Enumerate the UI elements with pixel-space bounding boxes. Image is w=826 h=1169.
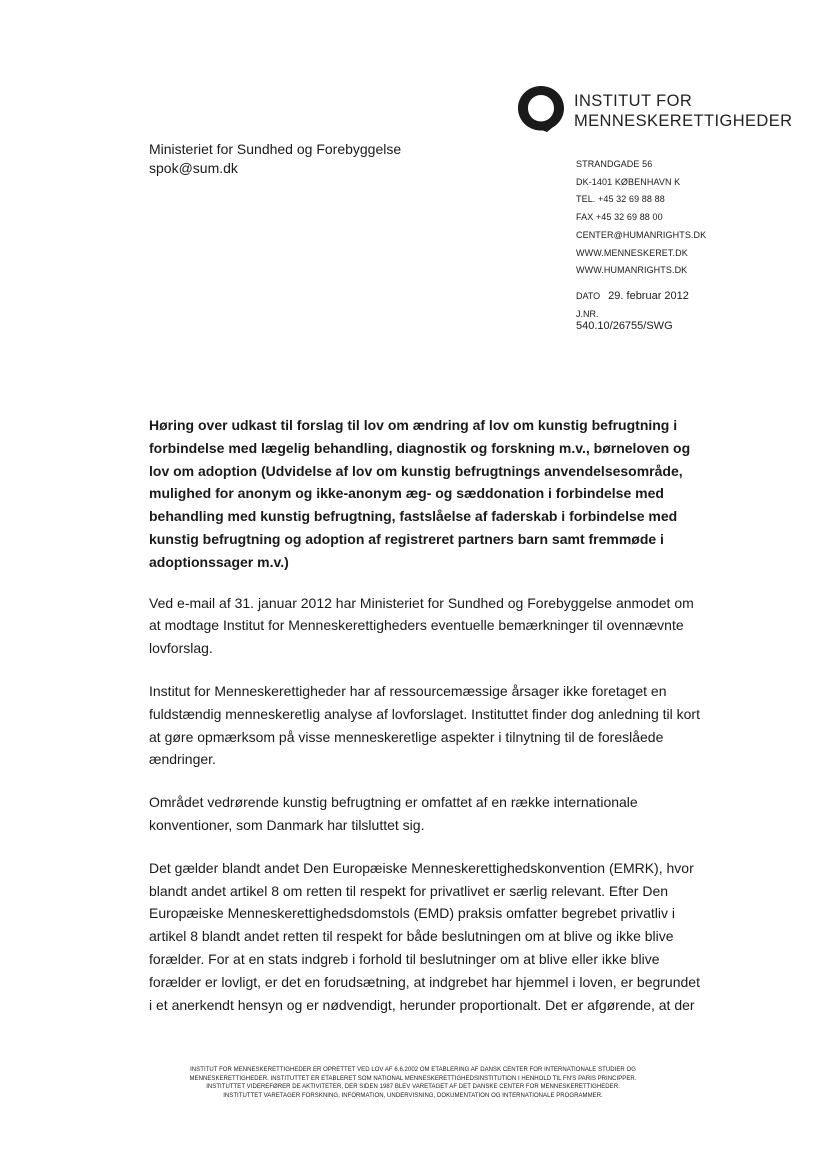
recipient-email[interactable]: spok@sum.dk bbox=[149, 160, 238, 176]
contact-email[interactable]: CENTER@HUMANRIGHTS.DK bbox=[576, 229, 707, 240]
paragraph-line: artikel 8 blandt andet retten til respekt for både beslutningen om at blive og ikke blive bbox=[149, 928, 674, 945]
date-row bbox=[576, 288, 689, 304]
date-value: 29. februar 2012 bbox=[608, 290, 689, 302]
subject-heading bbox=[149, 414, 691, 574]
contact-city: DK-1401 KØBENHAVN K bbox=[576, 176, 681, 187]
subject-line: mulighed for anonym og ikke-anonym æg- og sæddonation i forbindelse med bbox=[149, 485, 664, 502]
logo-text bbox=[574, 91, 792, 131]
paragraph-line: ændringer. bbox=[149, 751, 216, 768]
subject-line: adoptionssager m.v.) bbox=[149, 553, 289, 570]
paragraph-line: at gøre opmærksom på visse menneskeretlige aspekter i tilnytning til de foreslåede bbox=[149, 728, 664, 745]
paragraph-line: i et anerkendt hensyn og er nødvendigt, herunder proportionalt. Det er afgørende, at der bbox=[149, 996, 695, 1013]
paragraph-line: forælder. For at en stats indgreb i forhold til beslutninger om at blive eller ikke blive bbox=[149, 950, 660, 967]
paragraph-line: Det gælder blandt andet Den Europæiske Menneskerettighedskonvention (EMRK), hvor bbox=[149, 859, 694, 876]
recipient-block bbox=[149, 140, 401, 178]
paragraph-line: fuldstændig menneskeretlig analyse af lovforslaget. Instituttet finder dog anledning til kort bbox=[149, 705, 700, 722]
contact-block bbox=[576, 156, 706, 280]
institute-logo bbox=[516, 84, 792, 134]
letter-body bbox=[149, 414, 700, 1036]
paragraph-line: blandt andet artikel 8 om retten til respekt for privatlivet er særlig relevant. Efter Den bbox=[149, 882, 669, 899]
contact-website-intl[interactable]: WWW.HUMANRIGHTS.DK bbox=[576, 265, 688, 276]
subject-line: Høring over udkast til forslag til lov om ændring af lov om kunstig befrugtning i bbox=[149, 417, 678, 433]
paragraph-3 bbox=[149, 791, 679, 837]
paragraph-2 bbox=[149, 680, 700, 771]
subject-line: kunstig befrugtning og adoption af registreret partners barn samt fremmøde i bbox=[149, 530, 664, 547]
recipient-name: Ministeriet for Sundhed og Forebyggelse bbox=[149, 141, 402, 157]
paragraph-line: lovforslag. bbox=[149, 640, 213, 657]
page-footer bbox=[150, 1066, 676, 1100]
paragraph-line: Ved e-mail af 31. januar 2012 har Ministeriet for Sundhed og Forebyggelse anmodet om bbox=[149, 594, 694, 611]
contact-phone: TEL. +45 32 69 88 88 bbox=[576, 194, 665, 205]
journal-number-value: 540.10/26755/SWG bbox=[576, 320, 673, 332]
logo-line-1: INSTITUT FOR bbox=[574, 92, 693, 110]
footer-line: INSTITUTTET VIDEREFØRER DE AKTIVITETER, DER SIDEN 1987 BLEV VARETAGET AF DET DANSKE CENTER FOR MENNESKERETTIGHEDER. bbox=[206, 1084, 620, 1090]
paragraph-line: Området vedrørende kunstig befrugtning er omfattet af en række internationale bbox=[149, 794, 638, 811]
ring-logo-icon bbox=[516, 84, 566, 134]
subject-line: lov om adoption (Udvidelse af lov om kunstig befrugtnings anvendelsesområde, bbox=[149, 462, 683, 479]
logo-line-2: MENNESKERETTIGHEDER bbox=[574, 112, 793, 130]
letter-meta bbox=[576, 288, 689, 333]
date-label: DATO bbox=[576, 291, 601, 301]
contact-fax: FAX +45 32 69 88 00 bbox=[576, 212, 663, 223]
paragraph-1 bbox=[149, 592, 694, 660]
paragraph-line: Europæiske Menneskerettighedsdomstols (EMD) praksis omfatter begrebet privatliv i bbox=[149, 905, 675, 922]
journal-number-label: J.NR. bbox=[576, 309, 599, 319]
paragraph-line: Institut for Menneskerettigheder har af ressourcemæssige årsager ikke foretaget en bbox=[149, 682, 667, 699]
footer-line: MENNESKERETTIGHEDER. INSTITUTTET ER ETABLERET SOM NATIONAL MENNESKERETTIGHEDSINSTITUTION I HENHOLD TIL FN'S PARIS PRINCIPPER. bbox=[189, 1075, 637, 1082]
subject-line: forbindelse med lægelig behandling, diagnostik og forskning m.v., børneloven og bbox=[149, 439, 691, 456]
paragraph-4 bbox=[149, 857, 700, 1017]
paragraph-line: at modtage Institut for Menneskerettigheders eventuelle bemærkninger til ovennævnte bbox=[149, 617, 684, 634]
subject-line: behandling med kunstig befrugtning, fastslåelse af faderskab i forbindelse med bbox=[149, 508, 678, 525]
contact-street: STRANDGADE 56 bbox=[576, 159, 653, 169]
contact-website-dk[interactable]: WWW.MENNESKERET.DK bbox=[576, 247, 688, 258]
paragraph-line: konventioner, som Danmark har tilsluttet sig. bbox=[149, 816, 425, 833]
footer-line: INSTITUTTET VARETAGER FORSKNING, INFORMATION, UNDERVISNING, DOKUMENTATION OG INTERNATIONALE PROGRAMMER. bbox=[223, 1092, 603, 1099]
footer-line: INSTITUT FOR MENNESKERETTIGHEDER ER OPRETTET VED LOV AF 6.6.2002 OM ETABLERING AF DANSK CENTER FOR INTERNATIONALE STUDIER OG bbox=[190, 1067, 636, 1073]
paragraph-line: forælder er lovligt, er det en forudsætning, at indgrebet har hjemmel i loven, er begrundet bbox=[149, 973, 700, 990]
